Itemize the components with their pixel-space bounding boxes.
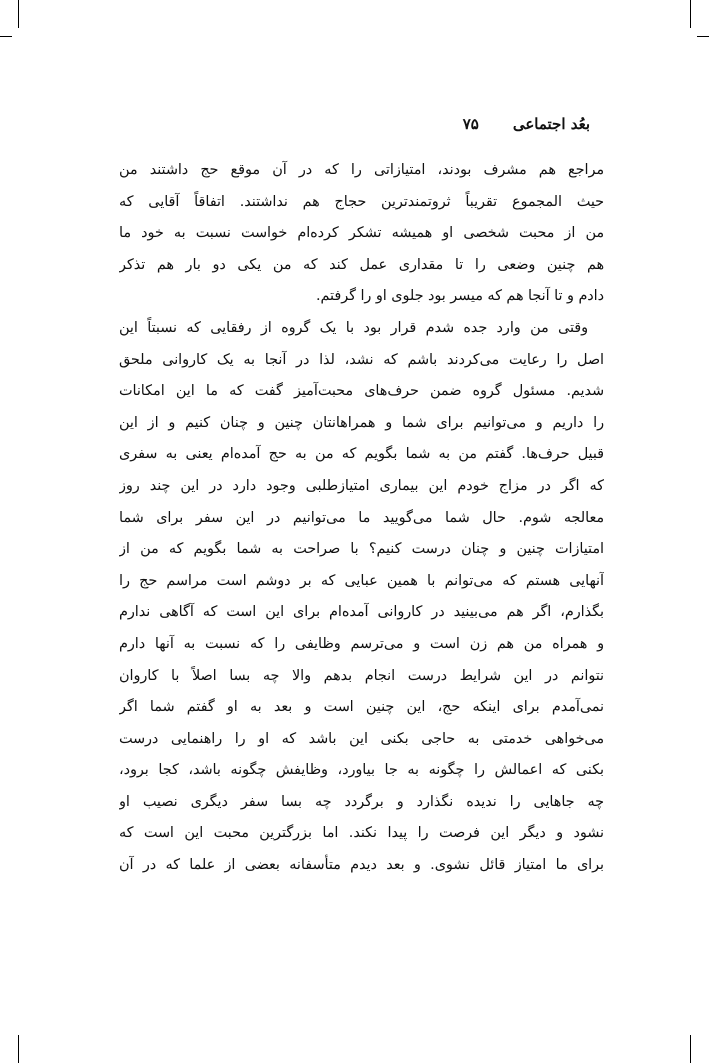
text-line: نتوانم در این شرایط درست انجام بدهم والا چه بسا اصلاً با کاروان	[119, 667, 604, 684]
text-line: من از محبت شخصی او همیشه تشکر کرده‌ام خواست نسبت به خود ما	[119, 225, 604, 242]
body-text	[119, 155, 604, 882]
text-line: نمی‌آمدم برای اینکه حج، این چنین است و بعد به او گفتم شما اگر	[119, 699, 604, 716]
chapter-title: بعُد اجتماعی	[512, 115, 590, 133]
text-line: هم چنین وضعی را تا مقداری عمل کند که من یکی دو بار هم تذکر	[119, 256, 604, 273]
crop-mark-bottom-left-vertical	[18, 1035, 19, 1063]
text-line: و همراه من هم زن است و می‌ترسم وظایفی را که نسبت به آنها دارم	[119, 635, 604, 652]
text-line: حیث المجموع تقریباً ثروتمندترین حجاج هم نداشتند. اتفاقاً آقایی که	[119, 193, 604, 210]
crop-mark-top-right-vertical	[690, 0, 691, 28]
text-line: برای ما امتیاز قائل نشوی. و بعد دیدم متأسفانه بعضی از علما که در آن	[119, 857, 604, 874]
text-line: بکنی که اعمالش را چگونه به جا بیاورد، وظایفش چگونه باشد، کجا برود،	[119, 762, 604, 779]
text-line: مراجع هم مشرف بودند، امتیازاتی را که در آن موقع حج داشتند من	[119, 162, 604, 178]
text-line: چه جاهایی را ندیده نگذارد و برگردد چه بسا سفر دیگری نصیب او	[119, 793, 604, 810]
text-line-paragraph-start: وقتی من وارد جده شدم قرار بود با یک گروه از رفقایی که نسبتاً این	[119, 319, 588, 336]
text-line: معالجه شوم. حال شما می‌گویید ما می‌توانیم در این سفر برای شما	[119, 509, 604, 526]
text-line: که اگر در مزاج خودم این بیماری امتیازطلبی وجود دارد در این چند روز	[119, 477, 604, 494]
text-line: بگذارم، اگر هم می‌بینید در کاروانی آمده‌ام برای این است که آگاهی ندارم	[119, 604, 604, 621]
text-line: نشود و دیگر این فرصت را پیدا نکند. اما بزرگترین محبت این است که	[119, 825, 604, 842]
crop-mark-bottom-right-vertical	[690, 1035, 691, 1063]
text-line: را داریم و می‌توانیم برای شما و همراهانتان چنین و چنان کنیم و از این	[119, 414, 604, 431]
text-line-paragraph-end: دادم و تا آنجا هم که میسر بود جلوی او را گرفتم.	[316, 288, 604, 305]
text-line: آنهایی هستم که می‌توانم با همین عبایی که بر دوشم است مراسم حج را	[119, 572, 604, 589]
text-line: می‌خواهی خدمتی به حاجی بکنی این باشد که او را راهنمایی درست	[119, 730, 604, 747]
crop-mark-top-left-vertical	[18, 0, 19, 28]
running-head	[120, 112, 590, 136]
crop-mark-top-right-horizontal	[697, 36, 709, 37]
text-line: اصل را رعایت می‌کردند باشم که نشد، لذا در آنجا به یک کاروانی ملحق	[119, 351, 604, 368]
text-line: شدیم. مسئول گروه ضمن حرف‌های محبت‌آمیز گفت که ما این امکانات	[119, 383, 604, 400]
page-number: ۷۵	[462, 115, 479, 133]
text-line: قبیل حرف‌ها. گفتم من به شما بگویم که من به حج آمده‌ام یعنی به سفری	[119, 446, 604, 463]
crop-mark-top-left-horizontal	[0, 36, 12, 37]
text-line: امتیازات چنین و چنان درست کنیم؟ با صراحت به شما بگویم که من از	[119, 541, 604, 558]
